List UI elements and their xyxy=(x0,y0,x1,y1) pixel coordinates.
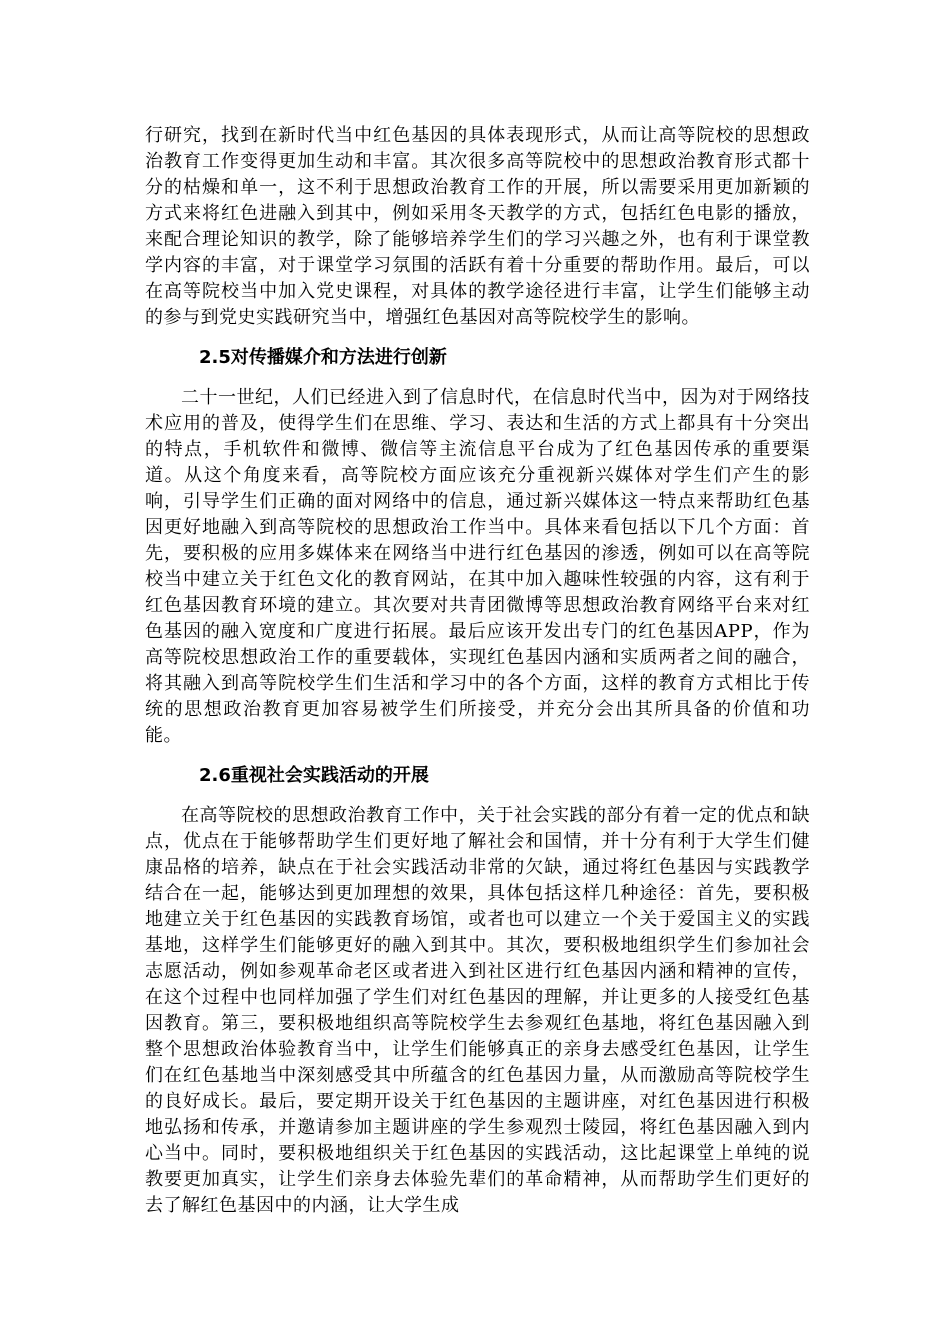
section-2-6-paragraph: 在高等院校的思想政治教育工作中，关于社会实践的部分有着一定的优点和缺点，优点在于能够帮助学生们更好地了解社会和国情，并十分有利于大学生们健康品格的培养，缺点在于社会实践活动非常的欠缺，通过将红色基因与实践教学结合在一起，能够达到更加理想的效果，具体包括这样几种途径：首先，要积极地建立关于红色基因的实践教育场馆，或者也可以建立一个关于爱国主义的实践基地，这样学生们能够更好的融入到其中。其次，要积极地组织学生们参加社会志愿活动，例如参观革命老区或者进入到社区进行红色基因内涵和精神的宣传，在这个过程中也同样加强了学生们对红色基因的理解，并让更多的人接受红色基因教育。第三，要积极地组织高等院校学生去参观红色基地，将红色基因融入到整个思想政治体验教育当中，让学生们能够真正的亲身去感受红色基因，让学生们在红色基地当中深刻感受其中所蕴含的红色基因力量，从而激励高等院校学生的良好成长。最后，要定期开设关于红色基因的主题讲座，对红色基因进行积极地弘扬和传承，并邀请参加主题讲座的学生参观烈士陵园，将红色基因融入到内心当中。同时，要积极地组织关于红色基因的实践活动，这比起课堂上单纯的说教要更加真实，让学生们亲身去体验先辈们的革命精神，从而帮助学生们更好的去了解红色基因中的内涵，让大学生成 xyxy=(145,805,810,1216)
section-heading-2-6: 2.6重视社会实践活动的开展 xyxy=(199,765,429,786)
section-heading-2-5: 2.5对传播媒介和方法进行创新 xyxy=(199,347,447,368)
document-page xyxy=(145,123,810,1219)
section-2-5-paragraph: 二十一世纪，人们已经进入到了信息时代，在信息时代当中，因为对于网络技术应用的普及，使得学生们在思维、学习、表达和生活的方式上都具有十分突出的特点，手机软件和微博、微信等主流信息平台成为了红色基因传承的重要渠道。从这个角度来看，高等院校方面应该充分重视新兴媒体对学生们产生的影响，引导学生们正确的面对网络中的信息，通过新兴媒体这一特点来帮助红色基因更好地融入到高等院校的思想政治工作当中。具体来看包括以下几个方面：首先，要积极的应用多媒体来在网络当中进行红色基因的渗透，例如可以在高等院校当中建立关于红色文化的教育网站，在其中加入趣味性较强的内容，这有利于红色基因教育环境的建立。其次要对共青团微博等思想政治教育网络平台来对红色基因的融入宽度和广度进行拓展。最后应该开发出专门的红色基因APP，作为高等院校思想政治工作的重要载体，实现红色基因内涵和实质两者之间的融合，将其融入到高等院校学生们生活和学习中的各个方面，这样的教育方式相比于传统的思想政治教育更加容易被学生们所接受，并充分会出其所具备的价值和功能。 xyxy=(145,387,810,746)
intro-paragraph: 行研究，找到在新时代当中红色基因的具体表现形式，从而让高等院校的思想政治教育工作变得更加生动和丰富。其次很多高等院校中的思想政治教育形式都十分的枯燥和单一，这不利于思想政治教育工作的开展，所以需要采用更加新颖的方式来将红色进融入到其中，例如采用冬天教学的方式，包括红色电影的播放，来配合理论知识的教学，除了能够培养学生们的学习兴趣之外，也有利于课堂教学内容的丰富，对于课堂学习氛围的活跃有着十分重要的帮助作用。最后，可以在高等院校当中加入党史课程，对具体的教学途径进行丰富，让学生们能够主动的参与到党史实践研究当中，增强红色基因对高等院校学生的影响。 xyxy=(145,125,810,328)
